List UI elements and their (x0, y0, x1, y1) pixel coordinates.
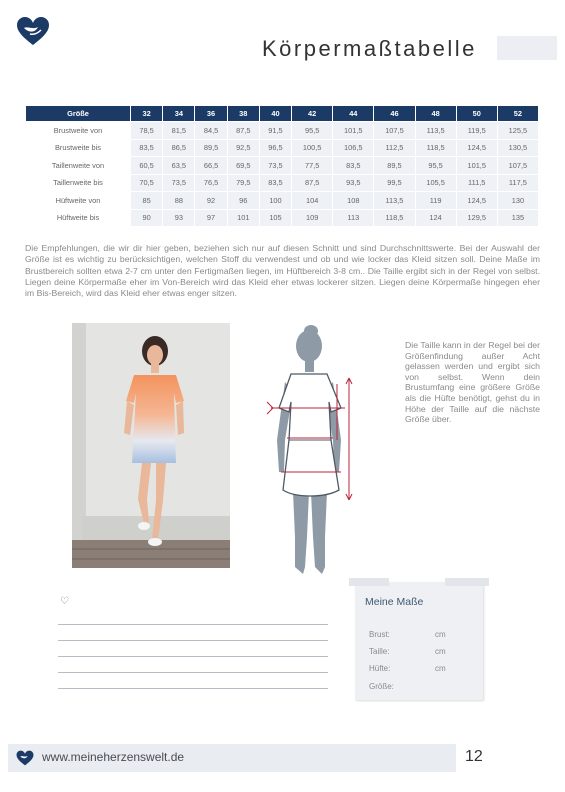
table-cell: 101 (228, 210, 259, 227)
table-cell: 96,5 (260, 140, 291, 157)
table-cell: 113,5 (416, 122, 456, 139)
table-header-size: 42 (292, 106, 332, 121)
table-cell: 97 (195, 210, 226, 227)
note-line (58, 640, 328, 641)
measure-unit: cm (435, 664, 446, 673)
size-table (25, 105, 539, 227)
table-cell: 77,5 (292, 157, 332, 174)
table-cell: 129,5 (457, 210, 497, 227)
note-line (58, 656, 328, 657)
model-photo (72, 323, 230, 568)
table-cell: 83,5 (260, 175, 291, 192)
table-row-label: Brustweite bis (26, 140, 130, 157)
table-header-size: 40 (260, 106, 291, 121)
table-cell: 101,5 (457, 157, 497, 174)
measure-label: Taille: (369, 647, 390, 656)
measure-label: Größe: (369, 682, 394, 691)
heart-outline-icon: ♡ (60, 596, 69, 607)
heart-logo-icon (16, 750, 34, 766)
table-cell: 76,5 (195, 175, 226, 192)
table-header-size: 34 (163, 106, 194, 121)
note-line (58, 688, 328, 689)
website-link[interactable]: www.meineherzenswelt.de (42, 750, 185, 764)
table-cell: 90 (131, 210, 162, 227)
measurement-figure (265, 322, 365, 577)
table-cell: 60,5 (131, 157, 162, 174)
table-cell: 135 (498, 210, 538, 227)
table-cell: 113 (333, 210, 373, 227)
table-cell: 92,5 (228, 140, 259, 157)
table-header-size: 32 (131, 106, 162, 121)
my-measurements-card (355, 582, 483, 700)
table-header-size: 46 (374, 106, 414, 121)
table-cell: 73,5 (260, 157, 291, 174)
table-cell: 119 (416, 192, 456, 209)
table-cell: 130,5 (498, 140, 538, 157)
table-cell: 63,5 (163, 157, 194, 174)
table-cell: 81,5 (163, 122, 194, 139)
table-cell: 73,5 (163, 175, 194, 192)
table-row (26, 210, 538, 227)
table-cell: 78,5 (131, 122, 162, 139)
table-cell: 93,5 (333, 175, 373, 192)
table-cell: 125,5 (498, 122, 538, 139)
table-cell: 112,5 (374, 140, 414, 157)
table-row-label: Taillenweite von (26, 157, 130, 174)
table-cell: 119,5 (457, 122, 497, 139)
table-cell: 93 (163, 210, 194, 227)
table-header-size: 44 (333, 106, 373, 121)
measure-unit: cm (435, 630, 446, 639)
table-cell: 91,5 (260, 122, 291, 139)
measure-label: Brust: (369, 630, 390, 639)
table-cell: 95,5 (292, 122, 332, 139)
table-cell: 101,5 (333, 122, 373, 139)
measure-label: Hüfte: (369, 664, 391, 673)
table-cell: 88 (163, 192, 194, 209)
table-cell: 107,5 (498, 157, 538, 174)
table-cell: 92 (195, 192, 226, 209)
table-cell: 111,5 (457, 175, 497, 192)
table-cell: 96 (228, 192, 259, 209)
table-cell: 70,5 (131, 175, 162, 192)
table-cell: 109 (292, 210, 332, 227)
table-cell: 130 (498, 192, 538, 209)
tape-decoration (445, 578, 489, 586)
card-title: Meine Maße (365, 596, 424, 608)
table-cell: 107,5 (374, 122, 414, 139)
table-cell: 83,5 (333, 157, 373, 174)
table-row (26, 175, 538, 192)
table-header-size-label: Größe (26, 106, 130, 121)
heart-logo-icon (16, 16, 50, 46)
waist-note: Die Taille kann in der Regel bei der Größenfindung außer Acht gelassen werden und ergibt sich von selbst. Wenn dein Brustumfang eine größere Größe als die Hüfte benötigt, gehst du in Höhe der Taille auf die nächste Größe über. (405, 340, 540, 425)
table-cell: 124,5 (457, 192, 497, 209)
table-cell: 105,5 (416, 175, 456, 192)
table-cell: 106,5 (333, 140, 373, 157)
table-cell: 118,5 (374, 210, 414, 227)
table-cell: 99,5 (374, 175, 414, 192)
title-decoration (497, 36, 557, 60)
table-row-label: Hüftweite bis (26, 210, 130, 227)
table-cell: 95,5 (416, 157, 456, 174)
table-cell: 118,5 (416, 140, 456, 157)
table-cell: 104 (292, 192, 332, 209)
table-cell: 83,5 (131, 140, 162, 157)
table-cell: 100 (260, 192, 291, 209)
table-header-size: 52 (498, 106, 538, 121)
intro-paragraph: Die Empfehlungen, die wir dir hier geben, beziehen sich nur auf diesen Schnitt und sind Durchschnittswerte. Bei der Auswahl der Größe ist es wichtig zu berücksichtigen, welchen Stoff du verwendest und ob und wie locker das Kleid sitzen soll. Deine Maße im Brustbereich sollten etwa 2-7 cm unter den Fertigmaßen liegen, im Hüftbereich 3-8 cm.. Die Taille ergibt sich in der Regel von selbst. Liegen deine Körpermaße eher im Von-Bereich wird das Kleid eher etwas lockerer sitzen. Liegen deine Körpermaße hingegen eher im Bis-Bereich, wird das Kleid eher etwas enger sitzen. (25, 243, 540, 299)
table-cell: 100,5 (292, 140, 332, 157)
table-row-label: Taillenweite bis (26, 175, 130, 192)
table-row (26, 157, 538, 174)
table-cell: 86,5 (163, 140, 194, 157)
table-cell: 89,5 (195, 140, 226, 157)
table-cell: 108 (333, 192, 373, 209)
table-cell: 79,5 (228, 175, 259, 192)
table-cell: 84,5 (195, 122, 226, 139)
table-cell: 69,5 (228, 157, 259, 174)
table-header-size: 36 (195, 106, 226, 121)
table-header-size: 48 (416, 106, 456, 121)
table-cell: 113,5 (374, 192, 414, 209)
table-cell: 87,5 (228, 122, 259, 139)
table-cell: 85 (131, 192, 162, 209)
tape-decoration (349, 578, 389, 586)
table-cell: 66,5 (195, 157, 226, 174)
table-cell: 124 (416, 210, 456, 227)
table-cell: 87,5 (292, 175, 332, 192)
table-row-label: Brustweite von (26, 122, 130, 139)
table-cell: 105 (260, 210, 291, 227)
page-title: Körpermaßtabelle (262, 36, 477, 61)
note-line (58, 624, 328, 625)
table-row-label: Hüftweite von (26, 192, 130, 209)
note-line (58, 672, 328, 673)
measure-unit: cm (435, 647, 446, 656)
page-number: 12 (465, 748, 483, 765)
table-header-size: 38 (228, 106, 259, 121)
table-cell: 117,5 (498, 175, 538, 192)
table-row (26, 192, 538, 209)
table-row (26, 122, 538, 139)
table-row (26, 140, 538, 157)
table-cell: 124,5 (457, 140, 497, 157)
table-header-size: 50 (457, 106, 497, 121)
table-cell: 89,5 (374, 157, 414, 174)
